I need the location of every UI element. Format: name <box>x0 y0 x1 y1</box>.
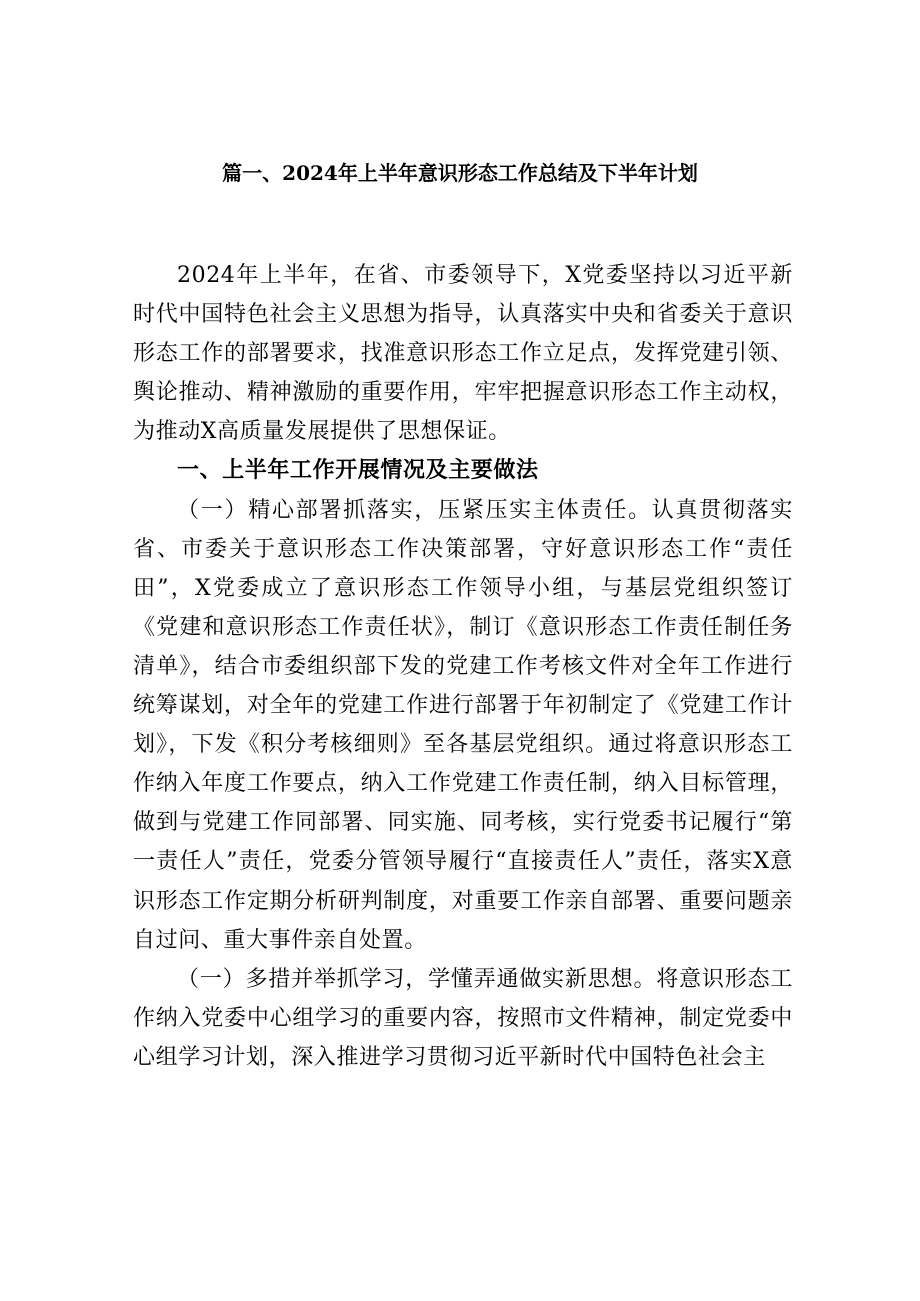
item-1-text: 认真贯彻落实省、市委关于意识形态工作决策部署，守好意识形态工作“责任田”，X党委成立了意识形态工作领导小组，与基层党组织签订《党建和意识形态工作责任状》，制订《意识形态工作责任制任务清单》，结合市委组织部下发的党建工作考核文件对全年工作进行统筹谋划，对全年的党建工作进行部署于年初制定了《党建工作计划》，下发《积分考核细则》至各基层党组织。通过将意识形态工作纳入年度工作要点，纳入工作党建工作责任制，纳入目标管理，做到与党建工作同部署、同实施、同考核，实行党委书记履行“第一责任人”责任，党委分管领导履行“直接责任人”责任，落实X意识形态工作定期分析研判制度，对重要工作亲自部署、重要问题亲自过问、重大事件亲自处置。 <box>133 497 793 953</box>
item-2-text: 将意识形态工作纳入党委中心组学习的重要内容，按照市文件精神，制定党委中心组学习计划，深入推进学习贯彻习近平新时代中国特色社会主 <box>133 966 793 1070</box>
item-2-lead: （一）多措并举抓学习，学懂弄通做实新思想。 <box>177 966 657 992</box>
intro-paragraph: 2024年上半年，在省、市委领导下，X党委坚持以习近平新时代中国特色社会主义思想为指导，认真落实中央和省委关于意识形态工作的部署要求，找准意识形态工作立足点，发挥党建引领、舆论推动、精神激励的重要作用，牢牢把握意识形态工作主动权，为推动X高质量发展提供了思想保证。 <box>133 263 793 445</box>
item-paragraph-2 <box>133 960 793 1077</box>
section-heading: 一、上半年工作开展情况及主要做法 <box>177 457 539 484</box>
document-body <box>133 256 793 1077</box>
item-1-lead: （一）精心部署抓落实，压紧压实主体责任。 <box>177 497 652 523</box>
item-paragraph-1 <box>133 491 793 960</box>
document-title: 篇一、2024年上半年意识形态工作总结及下半年计划 <box>222 161 698 185</box>
